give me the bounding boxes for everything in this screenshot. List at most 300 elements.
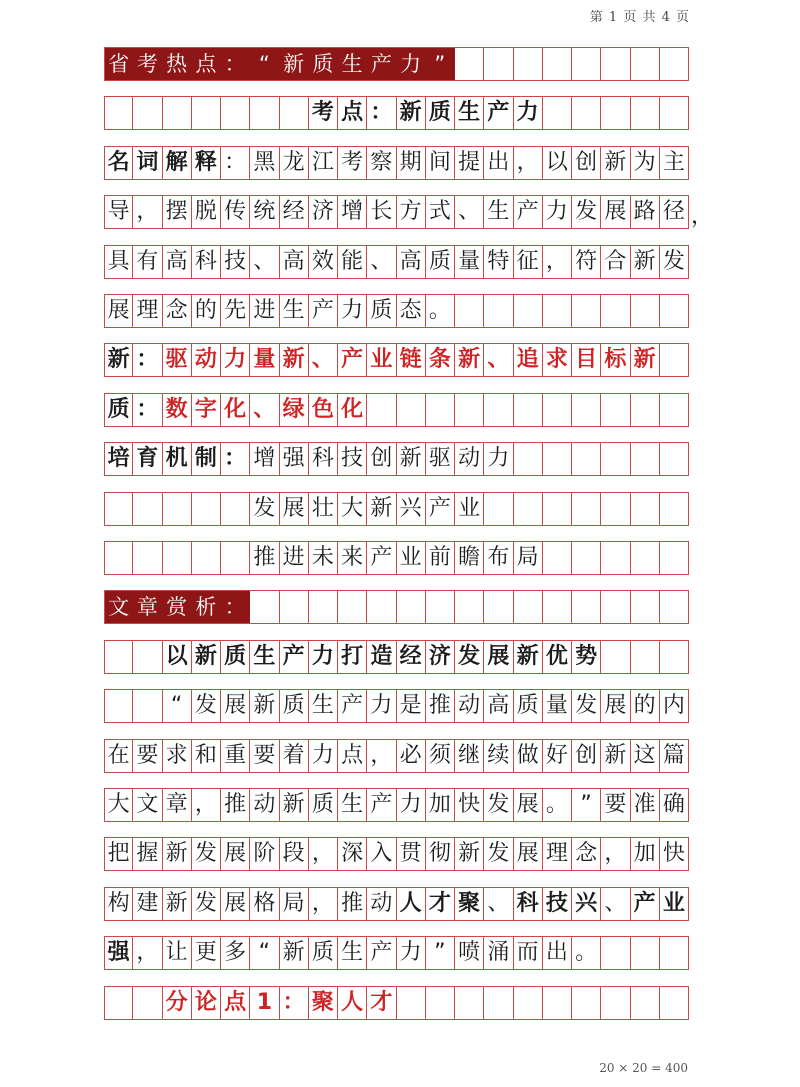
grid-cell: 动 [367, 888, 396, 920]
grid-cell: 创 [572, 740, 601, 772]
grid-cell [484, 987, 513, 1019]
grid-cell: ： [221, 48, 250, 80]
grid-cell: 征 [514, 246, 543, 278]
grid-cell [309, 591, 338, 623]
grid-cell: 点 [338, 740, 367, 772]
grid-cell: 考 [133, 48, 162, 80]
grid-cell: 特 [484, 246, 513, 278]
grid-cell: 求 [163, 740, 192, 772]
grid-cell [631, 937, 660, 969]
grid-cell: 黑 [250, 147, 279, 179]
grid-cell: 动 [455, 443, 484, 475]
grid-cell [631, 295, 660, 327]
grid-cell: 济 [309, 196, 338, 228]
grid-row [104, 343, 689, 377]
grid-cell: ” [426, 937, 455, 969]
grid-cell: 数 [163, 394, 192, 426]
grid-cell: 生 [280, 295, 309, 327]
grid-cell: 动 [250, 789, 279, 821]
grid-cell [631, 641, 660, 673]
grid-cell: 展 [221, 838, 250, 870]
grid-cell [572, 591, 601, 623]
grid-cell [104, 493, 133, 525]
grid-cell: 育 [133, 443, 162, 475]
grid-cell: 量 [543, 690, 572, 722]
grid-cell [660, 987, 689, 1019]
grid-cell [338, 591, 367, 623]
grid-cell [543, 48, 572, 80]
grid-cell [133, 690, 162, 722]
grid-cell: 力 [338, 295, 367, 327]
grid-row [104, 739, 689, 773]
grid-cell: 。 [543, 789, 572, 821]
grid-cell: 质 [309, 48, 338, 80]
grid-cell: ， [192, 789, 221, 821]
grid-cell: 瞻 [455, 542, 484, 574]
grid-cell: 章 [163, 789, 192, 821]
grid-cell: 展 [601, 690, 630, 722]
grid-cell [104, 641, 133, 673]
grid-cell: 条 [426, 344, 455, 376]
grid-cell [543, 542, 572, 574]
grid-cell: 必 [397, 740, 426, 772]
grid-cell: 式 [426, 196, 455, 228]
grid-cell: 质 [426, 97, 455, 129]
grid-cell: 生 [338, 48, 367, 80]
grid-cell: 字 [192, 394, 221, 426]
grid-cell [133, 493, 162, 525]
grid-cell: 新 [631, 246, 660, 278]
grid-cell: 、 [250, 394, 279, 426]
grid-cell: 质 [280, 690, 309, 722]
grid-cell: 新 [163, 838, 192, 870]
grid-cell: 确 [660, 789, 689, 821]
grid-cell [192, 542, 221, 574]
grid-row [104, 689, 689, 723]
grid-cell: 兴 [572, 888, 601, 920]
grid-cell [660, 937, 689, 969]
grid-cell: 高 [163, 246, 192, 278]
grid-cell: ： [221, 591, 250, 623]
grid-cell: 1 [250, 987, 279, 1019]
grid-cell [133, 542, 162, 574]
grid-cell [660, 591, 689, 623]
grid-cell: 布 [484, 542, 513, 574]
margin-punctuation: ， [691, 204, 714, 230]
grid-cell: 有 [133, 246, 162, 278]
grid-cell: 涌 [484, 937, 513, 969]
grid-cell: 展 [484, 641, 513, 673]
grid-cell: 构 [104, 888, 133, 920]
grid-cell: 念 [163, 295, 192, 327]
grid-cell [484, 48, 513, 80]
grid-cell [660, 542, 689, 574]
grid-cell [133, 97, 162, 129]
grid-cell: 让 [163, 937, 192, 969]
grid-cell: 新 [397, 443, 426, 475]
grid-cell [514, 443, 543, 475]
grid-cell [601, 493, 630, 525]
grid-cell: 新 [631, 344, 660, 376]
grid-cell [250, 97, 279, 129]
grid-cell: 产 [426, 493, 455, 525]
grid-cell [601, 987, 630, 1019]
grid-cell [514, 48, 543, 80]
grid-cell: ： [221, 443, 250, 475]
grid-row [104, 393, 689, 427]
grid-cell: 龙 [280, 147, 309, 179]
grid-cell: 创 [572, 147, 601, 179]
grid-cell: 这 [631, 740, 660, 772]
grid-row [104, 96, 689, 130]
grid-row [104, 640, 689, 674]
grid-cell: 加 [426, 789, 455, 821]
grid-cell: 力 [397, 48, 426, 80]
grid-cell: 以 [543, 147, 572, 179]
grid-cell: 间 [426, 147, 455, 179]
grid-cell: 贯 [397, 838, 426, 870]
grid-cell: 江 [309, 147, 338, 179]
grid-cell: 主 [660, 147, 689, 179]
grid-cell [601, 542, 630, 574]
grid-cell [543, 295, 572, 327]
grid-cell: 进 [280, 542, 309, 574]
grid-cell: 析 [192, 591, 221, 623]
grid-cell: 质 [221, 641, 250, 673]
grid-cell: 出 [484, 147, 513, 179]
grid-cell [280, 591, 309, 623]
grid-cell: 生 [455, 97, 484, 129]
grid-cell: 发 [572, 196, 601, 228]
grid-cell: 打 [338, 641, 367, 673]
grid-cell [660, 344, 689, 376]
grid-cell [163, 97, 192, 129]
grid-cell [572, 443, 601, 475]
grid-cell: 产 [309, 295, 338, 327]
grid-cell [660, 295, 689, 327]
grid-cell: 。 [572, 937, 601, 969]
grid-cell [133, 641, 162, 673]
grid-cell [484, 394, 513, 426]
grid-cell: 准 [631, 789, 660, 821]
grid-cell: 要 [601, 789, 630, 821]
grid-cell: 点 [221, 987, 250, 1019]
grid-cell [104, 97, 133, 129]
grid-cell: 文 [104, 591, 133, 623]
grid-cell: 新 [280, 48, 309, 80]
grid-cell [484, 493, 513, 525]
grid-cell [543, 443, 572, 475]
grid-cell [572, 542, 601, 574]
grid-cell: 名 [104, 147, 133, 179]
grid-cell: 推 [250, 542, 279, 574]
grid-cell: ， [367, 740, 396, 772]
grid-cell: ” [426, 48, 455, 80]
grid-cell: 大 [104, 789, 133, 821]
grid-cell: 业 [660, 888, 689, 920]
grid-cell: 产 [367, 48, 396, 80]
grid-cell: 大 [338, 493, 367, 525]
grid-cell: 彻 [426, 838, 455, 870]
grid-cell: 生 [250, 641, 279, 673]
grid-cell: 经 [397, 641, 426, 673]
grid-cell [163, 542, 192, 574]
grid-cell: 质 [426, 246, 455, 278]
grid-paper-sheet [104, 47, 714, 1035]
grid-cell: 推 [221, 789, 250, 821]
grid-cell: 高 [397, 246, 426, 278]
grid-cell: 解 [163, 147, 192, 179]
grid-row [104, 47, 689, 81]
grid-cell: 机 [163, 443, 192, 475]
grid-cell: 论 [192, 987, 221, 1019]
grid-cell: 培 [104, 443, 133, 475]
grid-cell [543, 591, 572, 623]
grid-cell: ， [309, 838, 338, 870]
grid-cell: 、 [367, 246, 396, 278]
grid-cell: “ [250, 48, 279, 80]
grid-cell: 深 [338, 838, 367, 870]
grid-cell: 新 [455, 344, 484, 376]
grid-cell [221, 97, 250, 129]
grid-row [104, 146, 689, 180]
grid-cell: 发 [572, 690, 601, 722]
grid-cell: 进 [250, 295, 279, 327]
grid-cell: 、 [455, 196, 484, 228]
grid-cell: 优 [543, 641, 572, 673]
grid-cell [192, 493, 221, 525]
grid-cell [397, 987, 426, 1019]
grid-cell: 驱 [426, 443, 455, 475]
grid-cell: 技 [338, 443, 367, 475]
grid-cell: 好 [543, 740, 572, 772]
grid-cell: 路 [631, 196, 660, 228]
grid-cell: 目 [572, 344, 601, 376]
grid-cell: 导 [104, 196, 133, 228]
grid-cell: 先 [221, 295, 250, 327]
grid-cell: 加 [631, 838, 660, 870]
grid-cell: 前 [426, 542, 455, 574]
grid-cell: 技 [221, 246, 250, 278]
grid-cell: 力 [309, 740, 338, 772]
grid-cell: 推 [426, 690, 455, 722]
grid-cell [601, 443, 630, 475]
grid-cell: ， [133, 196, 162, 228]
grid-cell [250, 591, 279, 623]
grid-cell: 要 [133, 740, 162, 772]
grid-cell: 发 [484, 789, 513, 821]
grid-cell: 新 [163, 888, 192, 920]
grid-cell: 质 [309, 789, 338, 821]
grid-cell: 量 [250, 344, 279, 376]
grid-cell: 须 [426, 740, 455, 772]
grid-cell: 、 [309, 344, 338, 376]
grid-cell: 、 [484, 888, 513, 920]
grid-cell: ， [133, 937, 162, 969]
grid-cell [367, 394, 396, 426]
grid-cell: 要 [250, 740, 279, 772]
grid-cell [660, 48, 689, 80]
grid-cell: ： [221, 147, 250, 179]
grid-cell [163, 493, 192, 525]
grid-cell: 产 [631, 888, 660, 920]
grid-cell: 而 [514, 937, 543, 969]
grid-row [104, 294, 689, 328]
grid-cell: 新 [280, 937, 309, 969]
grid-cell [133, 987, 162, 1019]
grid-cell: 展 [104, 295, 133, 327]
grid-cell [601, 295, 630, 327]
grid-cell: 发 [192, 690, 221, 722]
grid-cell: 产 [280, 641, 309, 673]
grid-cell: 色 [309, 394, 338, 426]
grid-cell: 传 [221, 196, 250, 228]
grid-cell: 展 [221, 888, 250, 920]
grid-cell [367, 591, 396, 623]
grid-cell [631, 987, 660, 1019]
grid-cell [631, 48, 660, 80]
grid-cell: 生 [309, 690, 338, 722]
grid-cell: 格 [250, 888, 279, 920]
grid-cell: 才 [426, 888, 455, 920]
grid-cell: 发 [455, 641, 484, 673]
grid-cell: 期 [397, 147, 426, 179]
grid-cell [601, 937, 630, 969]
grid-cell: 产 [338, 344, 367, 376]
grid-cell: 未 [309, 542, 338, 574]
grid-cell: 质 [514, 690, 543, 722]
grid-cell [514, 394, 543, 426]
grid-cell: 着 [280, 740, 309, 772]
grid-cell: 合 [601, 246, 630, 278]
grid-cell [426, 591, 455, 623]
grid-cell: 念 [572, 838, 601, 870]
grid-cell: 态 [397, 295, 426, 327]
grid-cell: ， [514, 147, 543, 179]
grid-cell: 驱 [163, 344, 192, 376]
grid-cell [104, 542, 133, 574]
grid-cell: ， [309, 888, 338, 920]
grid-row [104, 442, 689, 476]
grid-cell [455, 295, 484, 327]
grid-cell: ， [543, 246, 572, 278]
grid-cell [572, 295, 601, 327]
grid-cell: 力 [367, 690, 396, 722]
grid-cell: 发 [192, 838, 221, 870]
grid-cell [543, 394, 572, 426]
grid-cell: ： [133, 344, 162, 376]
grid-cell [660, 493, 689, 525]
grid-cell: 握 [133, 838, 162, 870]
grid-cell: 符 [572, 246, 601, 278]
grid-cell [572, 493, 601, 525]
grid-cell: ： [133, 394, 162, 426]
grid-cell: 把 [104, 838, 133, 870]
grid-cell: 点 [192, 48, 221, 80]
grid-cell: ” [572, 789, 601, 821]
grid-cell: 提 [455, 147, 484, 179]
grid-cell: 产 [484, 97, 513, 129]
grid-cell [543, 97, 572, 129]
grid-cell: 径 [660, 196, 689, 228]
grid-cell: 喷 [455, 937, 484, 969]
grid-cell: 绿 [280, 394, 309, 426]
grid-cell: 质 [309, 937, 338, 969]
grid-cell [660, 97, 689, 129]
grid-cell: 增 [338, 196, 367, 228]
grid-cell: 摆 [163, 196, 192, 228]
grid-cell: 在 [104, 740, 133, 772]
grid-cell: 生 [484, 196, 513, 228]
grid-cell: 高 [484, 690, 513, 722]
grid-cell: ： [367, 97, 396, 129]
grid-cell: 多 [221, 937, 250, 969]
grid-cell: 察 [367, 147, 396, 179]
grid-cell: 章 [133, 591, 162, 623]
grid-cell: 以 [163, 641, 192, 673]
grid-row [104, 245, 689, 279]
grid-cell: 出 [543, 937, 572, 969]
grid-cell: 赏 [163, 591, 192, 623]
grid-cell [601, 641, 630, 673]
grid-cell: 理 [133, 295, 162, 327]
grid-cell: 热 [163, 48, 192, 80]
grid-cell: 展 [280, 493, 309, 525]
grid-cell: 省 [104, 48, 133, 80]
grid-cell: 强 [280, 443, 309, 475]
grid-cell [601, 591, 630, 623]
grid-cell [397, 394, 426, 426]
grid-cell: 力 [221, 344, 250, 376]
grid-cell [280, 97, 309, 129]
grid-cell [514, 987, 543, 1019]
grid-cell [601, 394, 630, 426]
grid-cell: 新 [280, 344, 309, 376]
grid-cell: “ [163, 690, 192, 722]
grid-cell: 质 [104, 394, 133, 426]
grid-row [104, 788, 689, 822]
grid-cell [601, 97, 630, 129]
grid-cell: 济 [426, 641, 455, 673]
grid-cell [514, 493, 543, 525]
grid-cell: 新 [397, 97, 426, 129]
grid-cell: 、 [601, 888, 630, 920]
grid-cell: 内 [660, 690, 689, 722]
grid-cell: 展 [514, 789, 543, 821]
grid-cell: 产 [367, 937, 396, 969]
grid-cell: 新 [455, 838, 484, 870]
grid-cell: 发 [192, 888, 221, 920]
grid-cell [514, 295, 543, 327]
grid-cell: 发 [660, 246, 689, 278]
grid-cell: 展 [514, 838, 543, 870]
grid-cell: 产 [514, 196, 543, 228]
grid-cell: 、 [250, 246, 279, 278]
grid-cell [514, 591, 543, 623]
grid-cell: 更 [192, 937, 221, 969]
grid-cell [631, 394, 660, 426]
grid-cell [192, 97, 221, 129]
grid-cell: 创 [367, 443, 396, 475]
grid-cell: 科 [514, 888, 543, 920]
grid-cell: 新 [250, 690, 279, 722]
grid-cell: 产 [367, 542, 396, 574]
grid-cell: 聚 [455, 888, 484, 920]
grid-cell: 技 [543, 888, 572, 920]
grid-cell: 推 [338, 888, 367, 920]
grid-cell: 入 [367, 838, 396, 870]
grid-cell: “ [250, 937, 279, 969]
